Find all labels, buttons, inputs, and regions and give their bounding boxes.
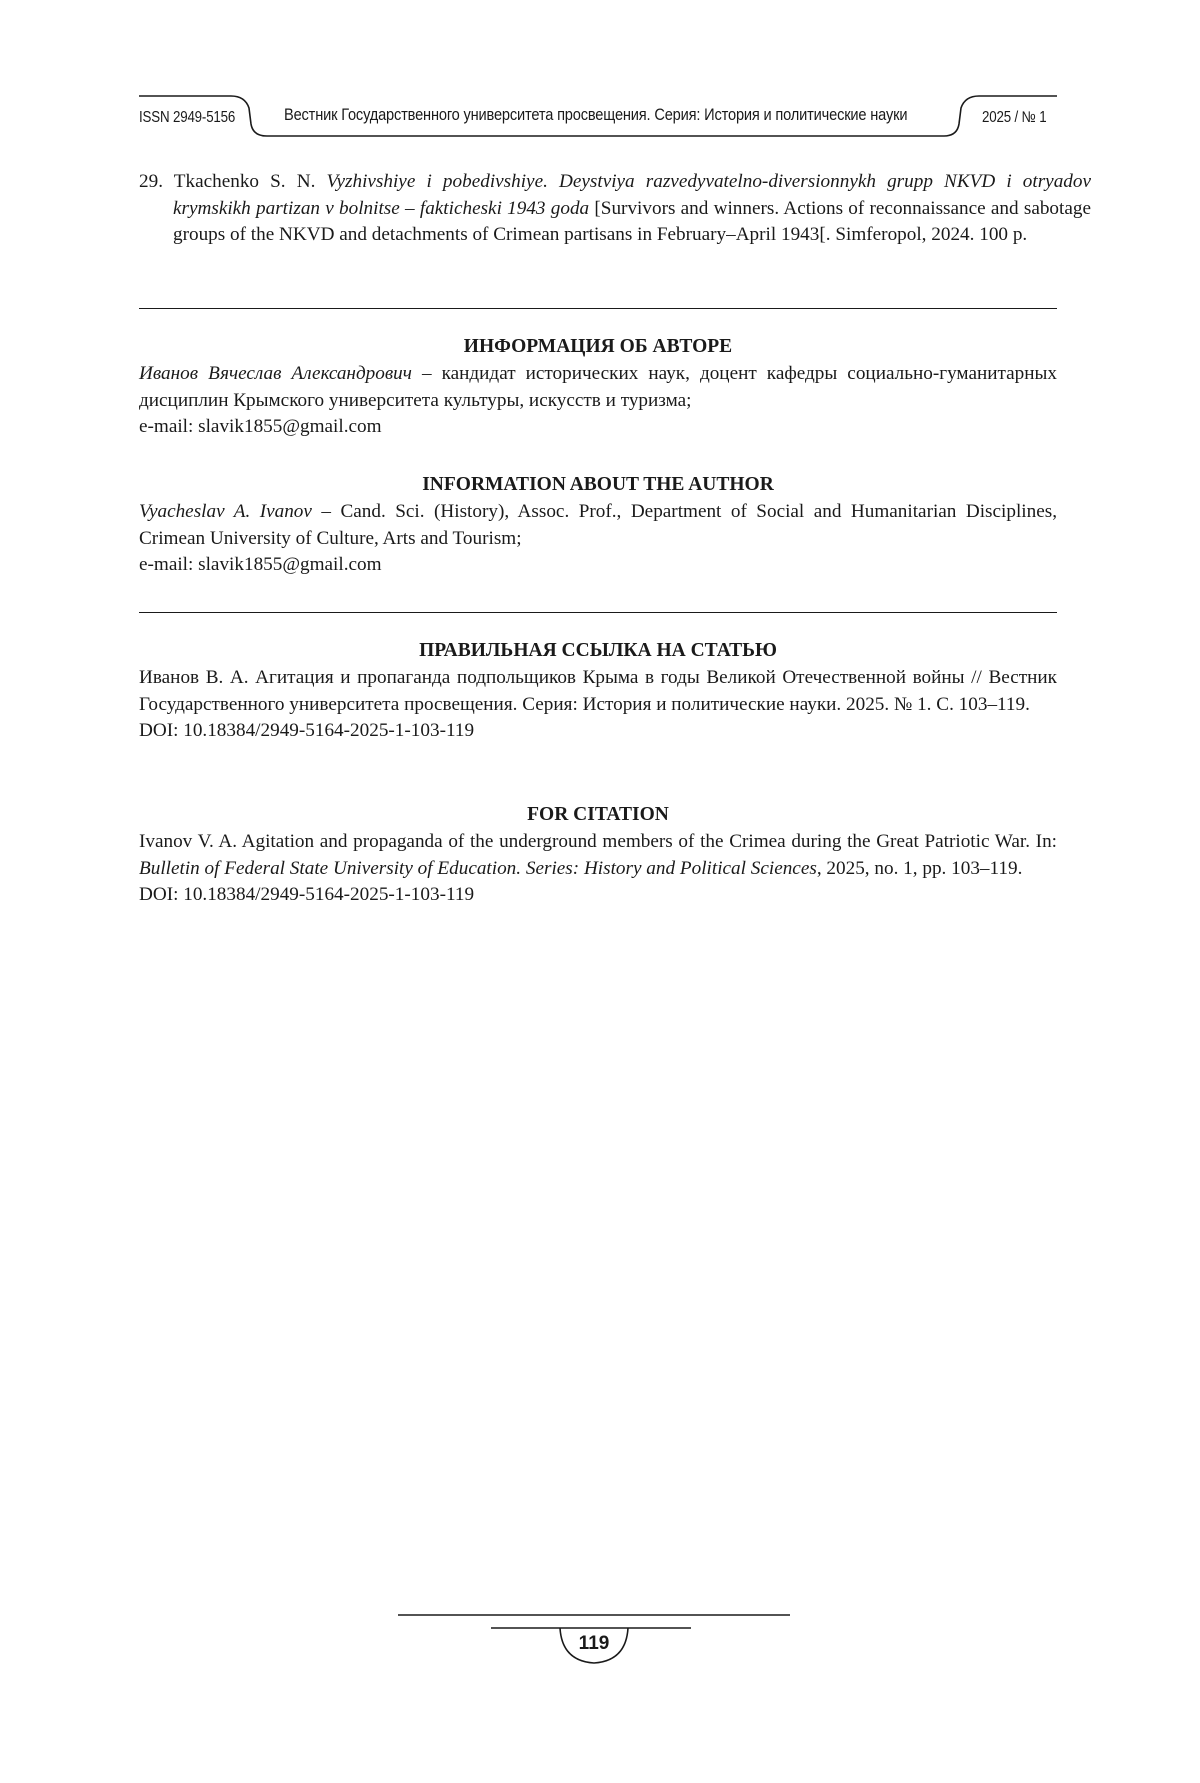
citation-ru bbox=[139, 638, 1057, 745]
page-number: 119 bbox=[578, 1633, 610, 1654]
reference-title: Vyzhivshiye i pobedivshiye. Deystviya razvedyvatelno-diversionnykh grupp NKVD i otryadov krymskikh partizan v bolnitse – fakticheski 1943 goda bbox=[173, 171, 1092, 219]
citation-body bbox=[139, 829, 1057, 909]
citation-text-end: , 2025, no. 1, pp. 103–119. bbox=[816, 857, 1023, 879]
section-divider bbox=[139, 308, 1057, 309]
section-title: ПРАВИЛЬНАЯ ССЫЛКА НА СТАТЬЮ bbox=[419, 640, 777, 661]
section-title: INFORMATION ABOUT THE AUTHOR bbox=[422, 474, 774, 495]
header-issue: 2025 / № 1 bbox=[982, 109, 1047, 126]
reference-translation: [Survivors and winners. Actions of reconnaissance and sabotage groups of the NKVD and detachments of Crimean partisans in February–April 1943[. Simferopol, 2024. 100 p. bbox=[173, 197, 1091, 246]
citation-body bbox=[139, 665, 1057, 745]
reference-number: 29. bbox=[139, 171, 163, 192]
citation-en bbox=[139, 802, 1057, 909]
section-title: ИНФОРМАЦИЯ ОБ АВТОРЕ bbox=[463, 336, 733, 357]
citation-text: Иванов В. А. Агитация и пропаганда подпольщиков Крыма в годы Великой Отечественной войны // Вестник Государственного университета просвещения. Серия: История и политические науки. 2025. № 1. С. 103–119. bbox=[139, 667, 1057, 715]
author-info-body bbox=[139, 361, 1057, 441]
author-info-body bbox=[139, 499, 1057, 579]
author-name: Vyacheslav A. Ivanov bbox=[139, 501, 312, 522]
author-email: e-mail: slavik1855@gmail.com bbox=[139, 416, 382, 438]
page-footer bbox=[398, 1613, 790, 1673]
section-title: FOR CITATION bbox=[527, 804, 669, 825]
running-header bbox=[139, 94, 1057, 138]
header-journal-title: Вестник Государственного университета просвещения. Серия: История и политические науки bbox=[284, 105, 908, 124]
reference-author: Tkachenko S. N. bbox=[173, 171, 316, 192]
author-info-en bbox=[139, 472, 1057, 579]
citation-doi: DOI: 10.18384/2949-5164-2025-1-103-119 bbox=[139, 884, 475, 906]
citation-journal: Bulletin of Federal State University of Education. Series: History and Political Sciences bbox=[139, 857, 817, 879]
author-description: – Cand. Sci. (History), Assoc. Prof., Department of Social and Humanitarian Disciplines, Crimean University of Culture, Arts and Tourism; bbox=[139, 501, 1057, 549]
author-description: – кандидат исторических наук, доцент кафедры социально-гуманитарных дисциплин Крымского университета культуры, искусств и туризма; bbox=[139, 363, 1057, 411]
reference-entry bbox=[139, 169, 1091, 249]
author-email: e-mail: slavik1855@gmail.com bbox=[139, 554, 382, 576]
author-name: Иванов Вячеслав Александрович bbox=[139, 363, 412, 384]
author-info-ru bbox=[139, 334, 1057, 441]
citation-doi: DOI: 10.18384/2949-5164-2025-1-103-119 bbox=[139, 720, 475, 742]
citation-text-start: Ivanov V. A. Agitation and propaganda of the underground members of the Crimea during the Great Patriotic War. In: bbox=[139, 831, 1057, 852]
section-divider bbox=[139, 612, 1057, 613]
header-issn: ISSN 2949-5156 bbox=[139, 109, 236, 126]
